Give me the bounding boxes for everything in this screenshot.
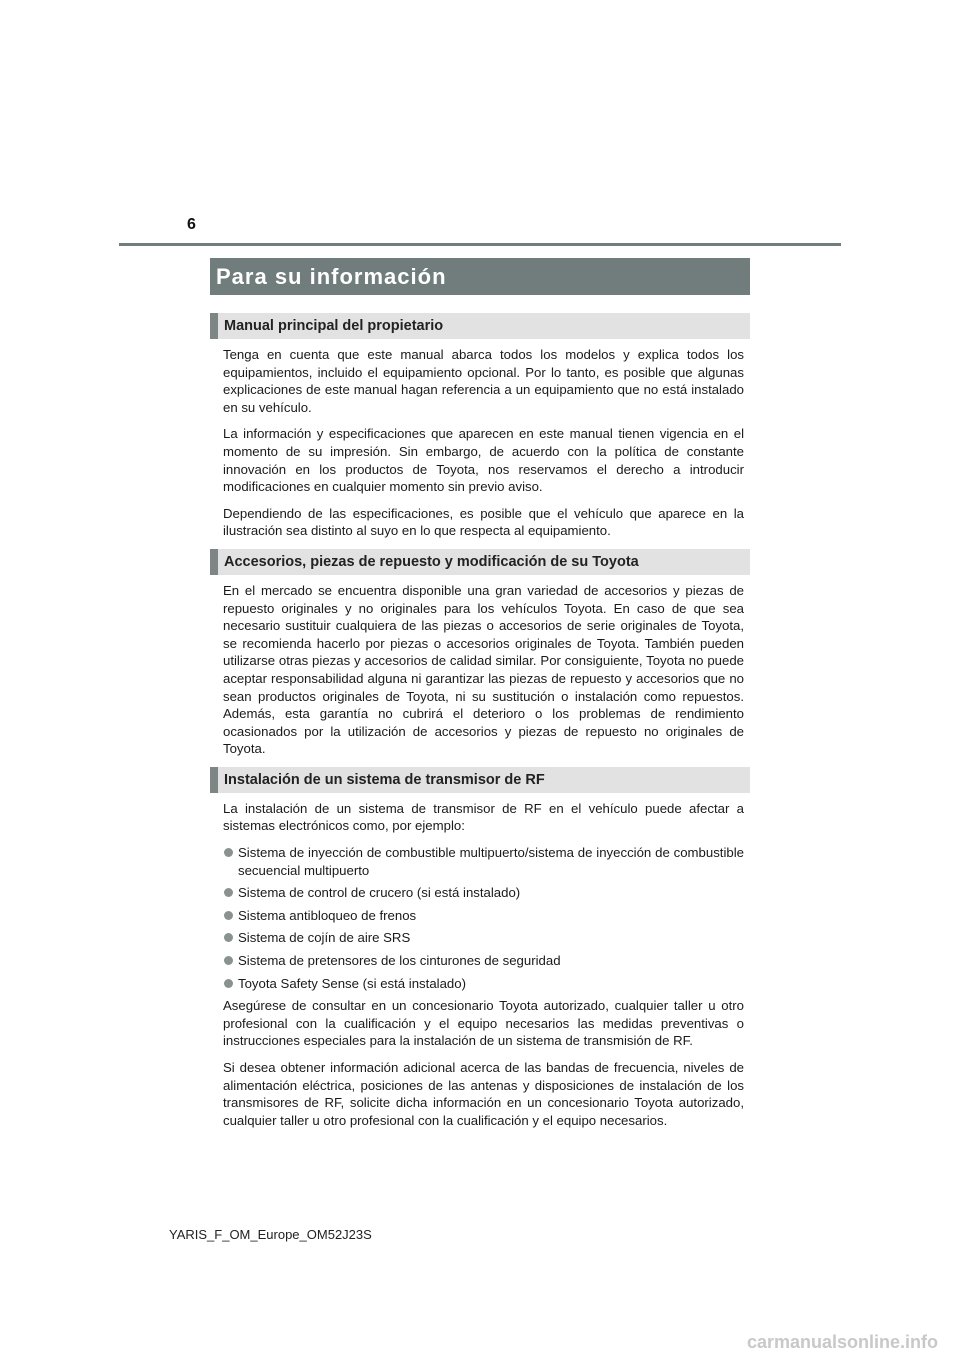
watermark: carmanualsonline.info — [746, 1332, 938, 1352]
footer-doc-code: YARIS_F_OM_Europe_OM52J23S — [169, 1227, 372, 1242]
page-title: Para su información — [210, 258, 750, 295]
section-transmisor-rf — [210, 767, 750, 1130]
page-number: 6 — [187, 216, 196, 233]
section-heading: Manual principal del propietario — [210, 313, 750, 339]
section-heading: Accesorios, piezas de repuesto y modificación de su Toyota — [210, 549, 750, 575]
paragraph: Asegúrese de consultar en un concesionario Toyota autorizado, cualquier taller u otro profesional con la cualificación y el equipo necesarios las medidas preventivas o instrucciones especiales para la instalación de un sistema de transmisión de RF. — [223, 998, 744, 1049]
list-item: Sistema de inyección de combustible multipuerto/sistema de inyección de combustible secuencial multipuerto — [223, 844, 744, 879]
list-item: Sistema antibloqueo de frenos — [223, 907, 744, 925]
paragraph: Si desea obtener información adicional acerca de las bandas de frecuencia, niveles de alimentación eléctrica, posiciones de las antenas y disposiciones de instalación de los transmisores de RF, solicite dicha información en un concesionario Toyota autorizado, cualquier taller u otro profesional con la cualificación y el equipo necesarios. — [223, 1060, 744, 1128]
list-item: Toyota Safety Sense (si está instalado) — [223, 975, 744, 993]
list-item: Sistema de pretensores de los cinturones de seguridad — [223, 952, 744, 970]
list-item: Sistema de cojín de aire SRS — [223, 929, 744, 947]
bullet-icon — [224, 911, 233, 920]
paragraph: La información y especificaciones que aparecen en este manual tienen vigencia en el momento de su impresión. Sin embargo, de acuerdo con la política de constante innovación en los productos de Toyota, nos reservamos el derecho a introducir modificaciones en cualquier momento sin previo aviso. — [223, 426, 744, 495]
section-heading: Instalación de un sistema de transmisor de RF — [210, 767, 750, 793]
bullet-list — [223, 844, 744, 992]
paragraph: Dependiendo de las especificaciones, es posible que el vehículo que aparece en la ilustración sea distinto al suyo en lo que respecta al equipamiento. — [223, 505, 744, 539]
bullet-icon — [224, 956, 233, 965]
paragraph: La instalación de un sistema de transmisor de RF en el vehículo puede afectar a sistemas electrónicos como, por ejemplo: — [223, 800, 744, 834]
bullet-icon — [224, 888, 233, 897]
page-content — [210, 258, 750, 1138]
bullet-icon — [224, 933, 233, 942]
list-item: Sistema de control de crucero (si está instalado) — [223, 884, 744, 902]
header-rule — [119, 243, 841, 246]
paragraph: En el mercado se encuentra disponible una gran variedad de accesorios y piezas de repuesto originales y no originales para los vehículos Toyota. En caso de que sea necesario sustituir cualquiera de las piezas o accesorios de serie originales de Toyota, se recomienda hacerlo por piezas o accesorios originales de Toyota. También pueden utilizarse otras piezas y accesorios de calidad similar. Por consiguiente, Toyota no puede aceptar responsabilidad alguna ni garantizar las piezas de repuesto y accesorios que no sean productos originales de Toyota, ni su sustitución o instalación como repuestos. Además, esta garantía no cubrirá el deterioro o los problemas de rendimiento ocasionados por la utilización de accesorios y piezas de repuesto no originales de Toyota. — [223, 582, 744, 757]
bullet-icon — [224, 979, 233, 988]
paragraph: Tenga en cuenta que este manual abarca todos los modelos y explica todos los equipamientos, incluido el equipamiento opcional. Por lo tanto, es posible que algunas explicaciones de este manual hagan referencia a un equipamiento que no está instalado en su vehículo. — [223, 347, 744, 415]
bullet-icon — [224, 848, 233, 857]
section-manual-principal — [210, 313, 750, 540]
section-accesorios — [210, 549, 750, 758]
